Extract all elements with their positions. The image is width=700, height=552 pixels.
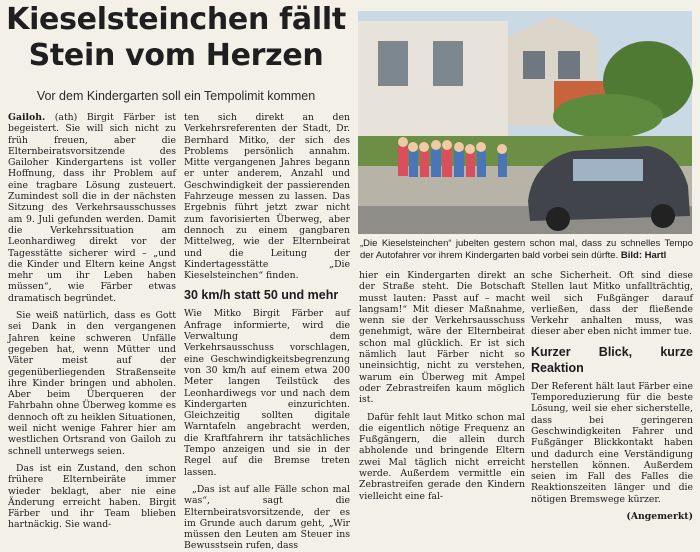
- headline-line-2: Stein vom Herzen: [28, 38, 324, 73]
- paragraph: ten sich direkt an den Verkehrsreferenten der Stadt, Dr. Bernhard Mitko, der sich des Problems persönlich annahm. Mitte vergangenen Jahres begann er unter anderem, Anzahl und Geschwindigkeit der passierenden Fahrzeuge messen zu lassen. Das Ergebnis führt jetzt zwar nicht zum favorisierten Überweg, aber dennoch zu einem gangbaren Mittelweg, wie der Elternbeirat und die Leitung der Kindertagesstätte „Die Kieselsteinchen“ finden.: [184, 112, 350, 282]
- headline-line-1: Kieselsteinchen fällt: [6, 2, 346, 37]
- photo-caption: [360, 238, 693, 262]
- section-subtitle: 30 km/h statt 50 und mehr: [184, 288, 339, 303]
- children-cheering-photo: [358, 11, 692, 234]
- paragraph: hier ein Kindergarten direkt an der Straße steht. Die Botschaft musst lauten: Passt auf – macht langsam!“ Mit dieser Maßnahme, wenn sie der Verkehrsausschuss genehmigt, wäre der Elternbeirat schon mal glücklich. Er ist sich nämlich laut Färber nicht so uneinsichtig, nicht zu verstehen, warum ein Überweg mit Ampel oder Zebrastreifen kaum möglich ist.: [359, 270, 525, 406]
- text-column-1: [8, 112, 176, 531]
- paragraph: Sie weiß natürlich, dass es Gott sei Dank in den vergangenen Jahren keine schweren Unfälle gegeben hat, wenn Mütter und Väter meist auf der gegenüberliegenden Straßenseite ihre Kinder bringen und abholen. Aber beim Überqueren der Fahrbahn ohne Überweg komme es dennoch oft zu heiklen Situationen, weil nicht wenige Fahrer hier am westlichen Ortsrand von Gailoh zu schnell unterwegs seien.: [8, 310, 176, 457]
- photo-credit: Bild: Hartl: [620, 250, 667, 261]
- subheadline: Vor dem Kindergarten soll ein Tempolimit kommen: [36, 89, 316, 103]
- text-column-3: [359, 270, 525, 502]
- text-column-4: [531, 270, 693, 523]
- paragraph: „Das ist auf alle Fälle schon mal was“, sagt die Elternbeiratsvorsitzende, der es im Grunde auch darum geht, „Wir müssen den Leuten am Steuer ins Bewusstsein rufen, dass: [184, 483, 350, 552]
- dateline: Gailoh.: [8, 112, 46, 123]
- signature: (Angemerkt): [626, 511, 693, 523]
- paragraph: Der Referent hält laut Färber eine Temporeduzierung für die beste Lösung, weil sie eher sicherstelle, dass bei geringeren Geschwindigkeiten Fahrer und Fußgänger Blickkontakt haben und dadurch eine Verständigung herstellen können. Außerdem seien im Fall des Falles die Reaktionszeiten länger und die nötigen Bremswege kürzer.: [531, 380, 693, 505]
- paragraph: Das ist ein Zustand, den schon frühere Elternbeiräte immer wieder beklagt, aber nie eine Änderung erreicht haben. Birgit Färber und ihr Team blieben hartnäckig. Sie wand-: [8, 462, 176, 531]
- paragraph: [8, 112, 176, 304]
- caption-text: „Die Kieselsteinchen“ jubelten gestern schon mal, dass zu schnelles Tempo der Autofahrer vor ihrem Kindergarten bald vorbei sein dürfte.: [360, 238, 693, 261]
- section-subtitle: Kurzer Blick, kurze Reaktion: [531, 344, 693, 375]
- paragraph: Dafür fehlt laut Mitko schon mal die eigentlich nötige Frequenz an Fußgängern, die allein durch abholende und bringende Eltern zwei Mal täglich nicht erreicht werde. Außerdem vermittle ein Zebrastreifen gerade den Kindern vielleicht eine fal-: [359, 411, 525, 502]
- paragraph: Wie Mitko Birgit Färber auf Anfrage informierte, wird die Verwaltung dem Verkehrsausschuss vorschlagen, eine Geschwindigkeitsbegrenzung von 30 km/h auf einem etwa 200 Meter langen Teilstück des Leonhardiwegs vor und nach dem Kindergarten einzurichten. Gleichzeitig sollten digitale Warntafeln angebracht werden, die Kraftfahrern ihr tatsächliches Tempo anzeigen und sie in der Regel auf die Bremse treten lassen.: [184, 308, 350, 478]
- paragraph-text: (ath) Birgit Färber ist begeistert. Sie will sich nicht zu früh freuen, aber die Elternbeiratsvorsitzende des Gailoher Kindergartens ist voller Hoffnung, dass ihr Problem auf eine tragbare Lösung zusteuert. Zumindest soll die in der nächsten Sitzung des Verkehrsausschusses am 9. Juli gefunden werden. Damit die Verkehrssituation am Leonhardiweg direkt vor der Tagesstätte sicherer wird – „und die Kinder und Eltern keine Angst mehr um ihr Leben haben müssen“, wie Färber etwas dramatisch begründet.: [8, 112, 176, 304]
- article-photo: [358, 11, 692, 234]
- text-column-2: [184, 112, 350, 552]
- paragraph: sche Sicherheit. Oft sind diese Stellen laut Mitko unfallträchtig, weil sich Fußgänger darauf verließen, dass der fließende Verkehr anhalten muss, was dieser aber eben nicht immer tue.: [531, 270, 693, 338]
- headline: [0, 2, 352, 74]
